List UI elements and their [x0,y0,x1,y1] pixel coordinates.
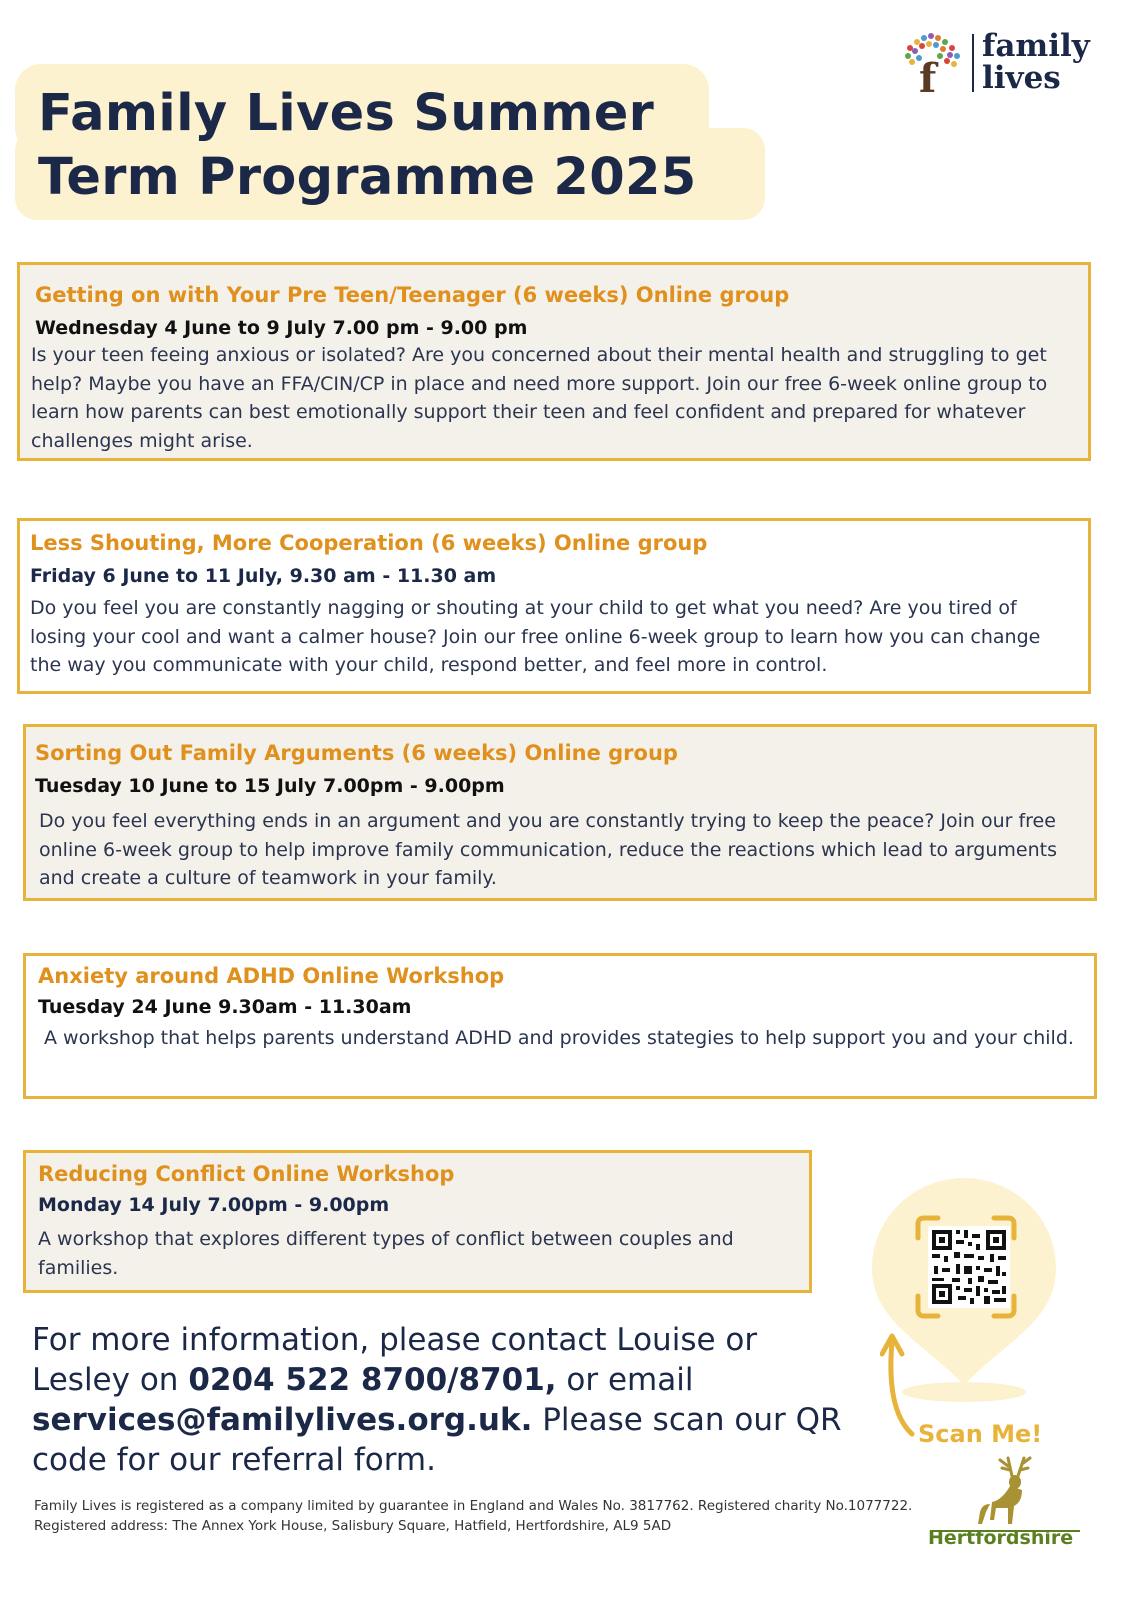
programme-description: Do you feel everything ends in an argument and you are constantly trying to keep the peace? Join our free online 6-week group to help improve family communication, reduce the reactions which lead to arguments and create a culture of teamwork in your family. [39,810,1057,889]
contact-text-2: or email [556,1362,694,1398]
programme-card-3 [23,724,1097,901]
programme-card-1 [17,262,1091,461]
family-lives-tree-logo-icon [900,28,970,98]
logo-line2: lives [982,60,1061,96]
programme-description: Is your teen feeing anxious or isolated? Are you concerned about their mental health and struggling to get help? Maybe you have an FFA/CIN/CP in place and need more support. Join our free 6-week online group to learn how parents can best emotionally support their teen and feel confident and prepared for whatever challenges might arise. [31,344,1048,452]
programme-card-5 [23,1150,812,1293]
programme-title: Sorting Out Family Arguments (6 weeks) Online group [35,741,678,765]
footer-registration: Family Lives is registered as a company limited by guarantee in England and Wales No. 3817762. Registered charity No.1077722. Registered address: The Annex York House, Salisbury Square, Hatfield, Hertfordshire, AL9 5AD [34,1498,913,1534]
programme-card-4 [23,953,1097,1099]
programme-title: Less Shouting, More Cooperation (6 weeks) Online group [30,531,708,555]
logo-line1: family [982,28,1090,64]
programme-title: Reducing Conflict Online Workshop [38,1162,455,1186]
page-title-line2: Term Programme 2025 [38,148,697,207]
hertfordshire-label: Hertfordshire [928,1527,1074,1549]
contact-email[interactable]: services@familylives.org.uk. [32,1402,533,1438]
qr-frame-icon [914,1214,1018,1320]
contact-phone[interactable]: 0204 522 8700/8701, [188,1362,557,1398]
logo-wordmark [982,30,1090,94]
family-lives-logo [900,28,1100,98]
programme-date: Monday 14 July 7.00pm - 9.00pm [38,1194,390,1216]
programme-description: Do you feel you are constantly nagging or shouting at your child to get what you need? Are you tired of losing your cool and want a calmer house? Join our free online 6-week group to learn how you can change the way you communicate with your child, respond better, and feel more in control. [30,597,1041,676]
programme-title: Getting on with Your Pre Teen/Teenager (6 weeks) Online group [35,283,790,307]
contact-info [32,1320,862,1480]
svg-text:f: f [919,55,937,98]
curved-arrow-icon [880,1330,920,1440]
scan-me-label: Scan Me! [918,1420,1043,1448]
contact-text-1: For more information, please contact Louise or Lesley on [32,1322,758,1398]
programme-date: Wednesday 4 June to 9 July 7.00 pm - 9.00 pm [35,317,528,339]
programme-date: Tuesday 24 June 9.30am - 11.30am [38,996,412,1018]
programme-description: A workshop that explores different types of conflict between couples and families. [38,1228,734,1279]
logo-divider [972,34,974,92]
contact-text-3: Please scan our QR code for our referral form. [32,1402,842,1478]
programme-card-2 [17,518,1091,694]
programme-date: Friday 6 June to 11 July, 9.30 am - 11.30 am [30,565,497,587]
programme-title: Anxiety around ADHD Online Workshop [38,964,505,988]
page-title-line1: Family Lives Summer [38,84,655,143]
programme-description: A workshop that helps parents understand ADHD and provides stategies to help support you and your child. [44,1027,1074,1049]
page-title [38,82,758,210]
programme-date: Tuesday 10 June to 15 July 7.00pm - 9.00pm [35,775,505,797]
